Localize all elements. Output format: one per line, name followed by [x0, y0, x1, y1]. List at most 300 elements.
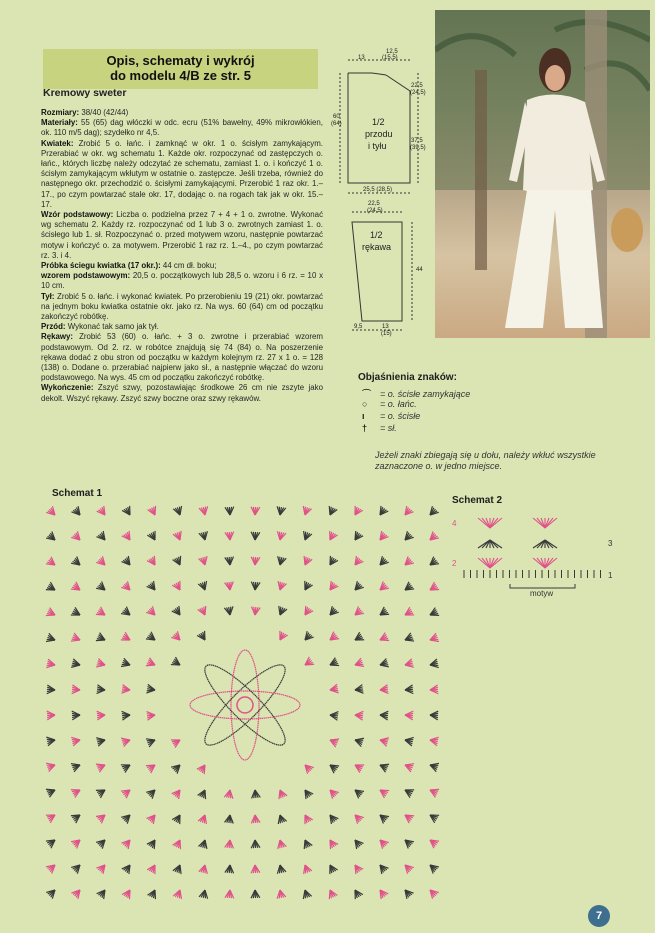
stitch-fan [122, 531, 134, 543]
symbol-text: = o. łańc. [380, 399, 417, 409]
stitch-fan [251, 557, 260, 566]
stitch-fan [198, 813, 209, 824]
stitch-fan [46, 811, 57, 823]
stitch-fan [404, 736, 414, 746]
stitch-fan [199, 889, 209, 899]
stitch-fan [403, 786, 414, 798]
dim-right-bottom-alt: (39,5) [410, 145, 426, 151]
stitch-fan [46, 659, 56, 669]
stitch-fan [71, 607, 82, 619]
dim-top-left: 13 [358, 55, 365, 61]
stitch-fan [225, 581, 235, 590]
stitch-fan [46, 786, 57, 797]
stitch-fan [96, 633, 107, 644]
stitch-fan [403, 607, 414, 619]
symbol-glyph-icon: † [362, 423, 368, 433]
body-label-back: i tyłu [368, 141, 387, 151]
stitch-fan [96, 582, 108, 594]
stitch-fan [429, 761, 439, 772]
stitch-fan [428, 582, 439, 594]
stitch-fan [122, 711, 131, 720]
flower-petal [196, 656, 294, 754]
stitch-fan [172, 581, 184, 592]
stitch-fan [351, 863, 363, 875]
stitch-fan [173, 556, 184, 567]
header-line-2: do modelu 4/B ze str. 5 [110, 68, 251, 83]
row-number-4: 4 [452, 519, 457, 528]
stitch-fan [379, 736, 389, 747]
symbol-text: = o. ścisłe [380, 411, 421, 421]
stitch-fan [172, 787, 184, 799]
page-number: 7 [588, 905, 610, 927]
stitch-fan [301, 889, 312, 899]
stitch-fan [251, 532, 260, 541]
paragraph [41, 118, 323, 138]
stitch-fan [225, 507, 234, 516]
stitch-fan [430, 711, 438, 720]
stitch-fan [225, 865, 235, 874]
paragraph-text: 44 cm dł. boku; [160, 261, 217, 271]
model-subtitle: Kremowy sweter [43, 87, 127, 99]
stitch-fan [172, 606, 184, 618]
stitch-fan [328, 736, 339, 747]
stitch-fan [302, 631, 314, 643]
stitch-fan [198, 606, 209, 617]
stitch-fan [71, 506, 83, 518]
paragraph-label: Materiały: [41, 118, 78, 128]
stitch-fan [71, 556, 83, 568]
flower-petal [196, 656, 294, 754]
stitch-fan [301, 813, 313, 824]
schemat2-label: Schemat 2 [452, 495, 503, 506]
stitch-fan [146, 787, 158, 799]
stitch-fan [326, 838, 338, 849]
stitch-fan [301, 581, 313, 592]
sleeve-label: 1/2 [370, 230, 383, 240]
stitch-fan [199, 531, 209, 541]
stitch-fan [147, 838, 159, 850]
stitch-fan [225, 814, 235, 823]
symbol-glyph-icon: ı [362, 411, 365, 421]
paragraph [41, 383, 323, 403]
stitch-fan [122, 862, 134, 874]
stitch-fan [96, 531, 108, 543]
stitch-fan [148, 506, 159, 517]
instructions-text [41, 108, 323, 404]
stitch-fan [301, 863, 312, 874]
stitch-fan [121, 786, 133, 798]
stitch-fan [71, 633, 82, 644]
stitch-fan [276, 889, 286, 898]
stitch-fan [121, 632, 132, 644]
paragraph-text: Liczba o. podzielna przez 7 + 4 + 1 o. zwrotne. Wykonać wg schematu 2. Każdy rz. rozpoczynać od 1 lub 3 o. zwrotnych zamiast 1. o. ścisłego lub 1. sł. Rozpoczynać o. przed motywem wzoru, następnie powtarzać motyw i kończyć o. za motywem. Przerobić 1 raz rz. 1.–4., po czym powtarzać rz. 3. i 4. [41, 210, 324, 260]
stitch-fan [46, 761, 56, 772]
stitch-fan [71, 837, 83, 849]
stitch-fan [352, 787, 364, 799]
stitch-fan [276, 531, 286, 541]
stitch-fan [376, 887, 388, 899]
stitch-fan [72, 711, 81, 720]
stitch-fan [46, 887, 58, 899]
paragraph-text: Zrobić 5 o. łańc. i zamknąć w okr. 1 o. ścisłym zamykającym. Przerabiać w okr. wg schematu 1. Każde okr. rozpoczynać od zastępczych o. łańc., których liczbę należy odczytać ze schematu, zamiast 1. o. i kończyć 1 o. ścisłym zamykającym wkłutym w ostatnie o. zastępcze. Jeśli trzeba, również do następnego okr. przechodzić o. ścisłymi zamykającymi. Przerobić 1 raz okr. 1.–17., po czym powtarzać stale okr. 17, dodając o. na rogach tak jak w okr. 15.–17. [41, 138, 323, 209]
stitch-fan [121, 607, 133, 619]
stitch-fan [46, 862, 58, 874]
stitch-fan [251, 815, 260, 824]
stitch-fan [224, 606, 234, 615]
stitch-fan [71, 736, 81, 746]
body-label: 1/2 [372, 117, 385, 127]
stitch-fan [378, 633, 389, 644]
paragraph-label: Przód: [41, 322, 66, 332]
paragraph [41, 261, 323, 271]
stitch-fan [428, 811, 439, 823]
stitch-fan [121, 685, 130, 695]
stitch-fan [198, 788, 209, 799]
stitch-fan [276, 814, 287, 824]
stitch-fan [71, 811, 83, 823]
model-photo [435, 10, 650, 338]
stitch-fan [329, 711, 338, 721]
stitch-fan [251, 607, 261, 616]
stitch-fan [377, 837, 389, 849]
dim-top-right-alt: (15,5) [382, 55, 398, 61]
stitch-fan [403, 811, 415, 823]
sleeve-dim-top: 22,5 [368, 201, 380, 207]
stitch-fan [173, 838, 184, 849]
stitch-fan [403, 633, 414, 644]
stitch-fan [146, 684, 155, 694]
stitch-fan [172, 813, 184, 824]
stitch-fan [146, 606, 158, 618]
stitch-fan [328, 658, 339, 669]
stitch-fan [354, 685, 363, 695]
stitch-fan [46, 506, 58, 518]
stitch-fan [427, 557, 439, 569]
symbol-row [362, 423, 397, 433]
stitch-fan [173, 506, 184, 516]
paragraph-label: Próbka ściegu kwiatka (17 okr.): [41, 261, 161, 271]
stitch-fan [251, 865, 260, 874]
stitch-fan [377, 581, 389, 593]
stitch-fan [430, 685, 439, 694]
dim-top-right: 12,5 [386, 49, 398, 55]
stitch-fan [377, 556, 389, 568]
motif-bracket [510, 584, 575, 588]
stitch-fan [225, 890, 234, 899]
stitch-fan [199, 839, 210, 849]
paragraph-label: Kwiatek: [41, 138, 74, 148]
stitch-fan [97, 685, 106, 695]
paragraph [41, 108, 323, 118]
stitch-fan [429, 633, 439, 644]
symbols-title: Objaśnienia znaków: [358, 372, 457, 383]
symbol-glyph-icon: ⌒ [362, 389, 372, 399]
dim-bottom: 25,5 (28,5) [363, 187, 393, 193]
dim-right-top-alt: (24,5) [410, 90, 426, 96]
stitch-fan [327, 606, 339, 618]
stitch-fan [46, 531, 58, 543]
stitch-fan [326, 531, 337, 542]
stitch-fan [71, 887, 83, 899]
paragraph [41, 332, 323, 383]
stitch-fan [355, 711, 364, 720]
stitch-fan [147, 556, 159, 567]
paragraph [41, 271, 323, 291]
paragraph [41, 322, 323, 332]
stitch-fan [225, 532, 234, 541]
row-number-3: 3 [608, 539, 613, 548]
stitch-fan [46, 633, 56, 644]
stitch-fan [46, 608, 57, 619]
stitch-fan [326, 581, 338, 593]
stitch-fan [199, 506, 209, 516]
stitch-fan [122, 556, 134, 568]
stitch-fan [377, 862, 389, 874]
stitch-fan [225, 840, 235, 849]
stitch-fan [96, 837, 108, 849]
stitch-fan [378, 761, 389, 772]
paragraph-label: Wzór podstawowy: [41, 210, 114, 220]
stitch-fan [303, 657, 315, 669]
stitch-fan [148, 888, 159, 899]
paragraph-label: Rękawy: [41, 332, 74, 342]
stitch-fan [276, 506, 286, 515]
stitch-fan [327, 761, 339, 773]
paragraph [41, 210, 323, 261]
stitch-fan [47, 685, 56, 694]
stitch-fan [71, 531, 83, 543]
paragraph-text: 20,5 o. początkowych lub 28,5 o. wzoru i 6 rz. = 10 x 10 cm. [41, 271, 324, 291]
stitch-fan [276, 788, 287, 799]
symbol-text: = o. ścisłe zamykające [380, 389, 471, 399]
paragraph [41, 292, 323, 323]
stitch-fan [171, 657, 182, 669]
stitch-fan [96, 761, 107, 772]
stitch-fan [428, 608, 439, 619]
stitch-fan [402, 837, 414, 849]
stitch-fan [146, 761, 158, 773]
paragraph-text: Zszyć szwy, pozostawiając środkowe 26 cm nie zszyte jako dekolt. Wszyć rękawy. Zszyć szwy boczne oraz szwy rękawów. [41, 383, 323, 403]
crochet-chart-1 [40, 500, 450, 910]
row-number-1: 1 [608, 571, 613, 580]
stitch-fan [225, 557, 235, 566]
stitch-fan [427, 506, 439, 518]
stitch-fan [96, 862, 108, 874]
paragraph-text: 55 (65) dag włóczki w odc. ecru (51% bawełny, 49% mikrowłókien, ok. 110 m/5 dag); szydełko nr 4,5. [41, 118, 323, 138]
stitch-fan [327, 632, 339, 644]
stitch-fan [46, 557, 58, 569]
stitch-fan [402, 582, 414, 594]
paragraph-label: Rozmiary: [41, 108, 80, 117]
stitch-fan [405, 685, 414, 695]
stitch-fan [402, 531, 414, 543]
dim-right-top: 22,5 [411, 83, 423, 89]
stitch-fan [301, 531, 312, 542]
stitch-fan [352, 812, 364, 824]
motif-label: motyw [530, 589, 554, 598]
stitch-fan [276, 556, 286, 566]
stitch-fan [427, 862, 439, 874]
stitch-fan [122, 888, 134, 899]
stitch-fan [173, 863, 184, 874]
paragraph-text: Wykonać tak samo jak tył. [65, 322, 159, 332]
stitch-fan [71, 862, 83, 874]
stitch-fan [173, 531, 184, 542]
sleeve-dim-bottom-right: 13 [382, 324, 389, 330]
stitch-fan [96, 556, 108, 568]
stitch-fan [326, 863, 338, 874]
stitch-fan [46, 836, 58, 848]
stitch-fan [147, 581, 159, 593]
flower-center [237, 697, 253, 713]
stitch-fan [353, 761, 364, 773]
stitch-fan [147, 863, 159, 874]
stitch-fan [380, 685, 389, 695]
crochet-chart-2 [450, 508, 620, 598]
paragraph-label: wzorem podstawowym: [41, 271, 131, 281]
stitch-fan [173, 889, 184, 899]
stitch-fan [402, 887, 414, 899]
flower-petal [196, 656, 294, 754]
stitch-fan [404, 659, 414, 669]
stitch-fan [251, 890, 260, 898]
stitch-fan [329, 684, 338, 694]
stitch-fan [97, 506, 109, 518]
stitch-fan [224, 789, 234, 798]
sleeve-label-name: rękawa [362, 242, 392, 252]
stitch-fan [198, 581, 209, 591]
stitch-fan [121, 812, 133, 824]
stitch-fan [326, 506, 337, 517]
paragraph-text: Zrobić 53 (60) o. łańc. + 3 o. zwrotne i przerabiać wzorem podstawowym. Od 2. rz. w robótce znajdują się 74 (84) o. Na poszerzenie rękawa dodać z obu stron od początku w każdym kolejnym rz. 27 x 1 o. = 128 (138) o. Dodane o. przerabiać najpierw jako sł., a następnie włączać do wzoru podstawowego. Na wys. 45 cm od początku zakończyć robótkę. [41, 332, 323, 383]
sleeve-dim-bottom-right-alt: (15) [381, 331, 392, 337]
stitch-fan [351, 888, 363, 899]
sleeve-dim-bottom-left: 9,5 [354, 324, 363, 330]
stitch-fan [351, 531, 363, 543]
stitch-fan [403, 761, 414, 772]
stitch-fan [251, 840, 260, 849]
stitch-fan [353, 658, 364, 669]
stitch-fan [276, 839, 287, 849]
stitch-fan [276, 581, 287, 591]
flower-petal [196, 656, 294, 754]
symbol-row [362, 399, 417, 409]
stitch-fan [96, 736, 106, 746]
stitch-fan [171, 762, 183, 774]
paragraph-text: 38/40 (42/44) [79, 108, 129, 117]
stitch-fan [121, 736, 131, 747]
stitch-fan [121, 581, 133, 593]
stitch-fan [354, 736, 364, 747]
stitch-fan [96, 607, 107, 619]
stitch-fan [276, 631, 288, 642]
body-label-front: przodu [365, 129, 393, 139]
stitch-fan [327, 787, 339, 799]
stitch-fan [429, 659, 439, 669]
stitch-fan [147, 531, 159, 542]
stitch-fan [427, 531, 439, 543]
stitch-fan [146, 632, 158, 644]
stitch-fan [352, 607, 364, 619]
stitch-fan [301, 506, 312, 516]
schemat1-label: Schemat 1 [52, 488, 103, 499]
paragraph-label: Tył: [41, 291, 55, 301]
stitch-fan [121, 837, 133, 849]
paragraph-label: Wykończenie: [41, 383, 94, 393]
stitch-fan [46, 736, 55, 746]
stitch-fan [251, 582, 260, 591]
pattern-schematic [330, 45, 435, 345]
stitch-fan [276, 606, 287, 617]
stitch-fan [353, 632, 364, 644]
stitch-fan [147, 711, 156, 721]
stitch-fan [251, 507, 260, 515]
stitch-fan [47, 711, 55, 720]
stitch-fan [71, 786, 82, 797]
dim-left-alt: (64) [331, 121, 342, 127]
stitch-fan [429, 736, 438, 746]
stitch-fan [428, 786, 439, 797]
stitch-fan [301, 556, 312, 567]
stitch-fan [147, 812, 159, 824]
stitch-fan [351, 506, 363, 517]
stitch-fan [199, 556, 210, 566]
stitch-fan [71, 761, 82, 772]
stitch-fan [46, 582, 57, 594]
stitch-fan [71, 582, 83, 594]
stitch-fan [402, 862, 414, 874]
dim-right-bottom: 37,5 [411, 138, 423, 144]
stitch-fan [276, 864, 286, 874]
paragraph [41, 139, 323, 210]
symbol-row [362, 411, 420, 421]
stitch-fan [301, 787, 313, 799]
header-line-1: Opis, schematy i wykrój [106, 53, 255, 68]
stitch-fan [327, 812, 339, 824]
stitch-fan [380, 711, 389, 720]
stitch-fan [376, 506, 388, 518]
stitch-fan [96, 786, 107, 798]
stitch-fan [121, 658, 131, 669]
stitch-fan [378, 786, 389, 798]
stitch-fan [352, 581, 364, 593]
stitch-fan [302, 762, 314, 774]
stitch-fan [146, 658, 157, 669]
stitch-fan [199, 864, 209, 874]
sleeve-dim-right: 44 [416, 267, 423, 273]
symbols-note: Jeżeli znaki zbiegają się u dołu, należy wkłuć wszystkie zaznaczone o. w jedno miejsce. [375, 450, 596, 471]
stitch-fan [427, 836, 439, 848]
stitch-fan [71, 659, 81, 669]
sleeve-dim-top-alt: (24,5) [367, 208, 383, 214]
dim-left: 60 [333, 114, 340, 120]
stitch-fan [301, 606, 313, 618]
stitch-fan [121, 761, 132, 773]
symbol-text: = sł. [380, 423, 397, 433]
stitch-fan [352, 556, 364, 568]
stitch-fan [146, 736, 157, 747]
stitch-fan [405, 711, 414, 720]
stitch-fan [197, 631, 209, 642]
stitch-fan [352, 837, 364, 849]
stitch-fan [378, 607, 390, 619]
stitch-fan [96, 812, 108, 824]
stitch-fan [251, 789, 261, 798]
stitch-fan [97, 711, 106, 720]
stitch-fan [377, 812, 389, 824]
stitch-fan [402, 556, 414, 568]
stitch-fan [122, 506, 134, 517]
